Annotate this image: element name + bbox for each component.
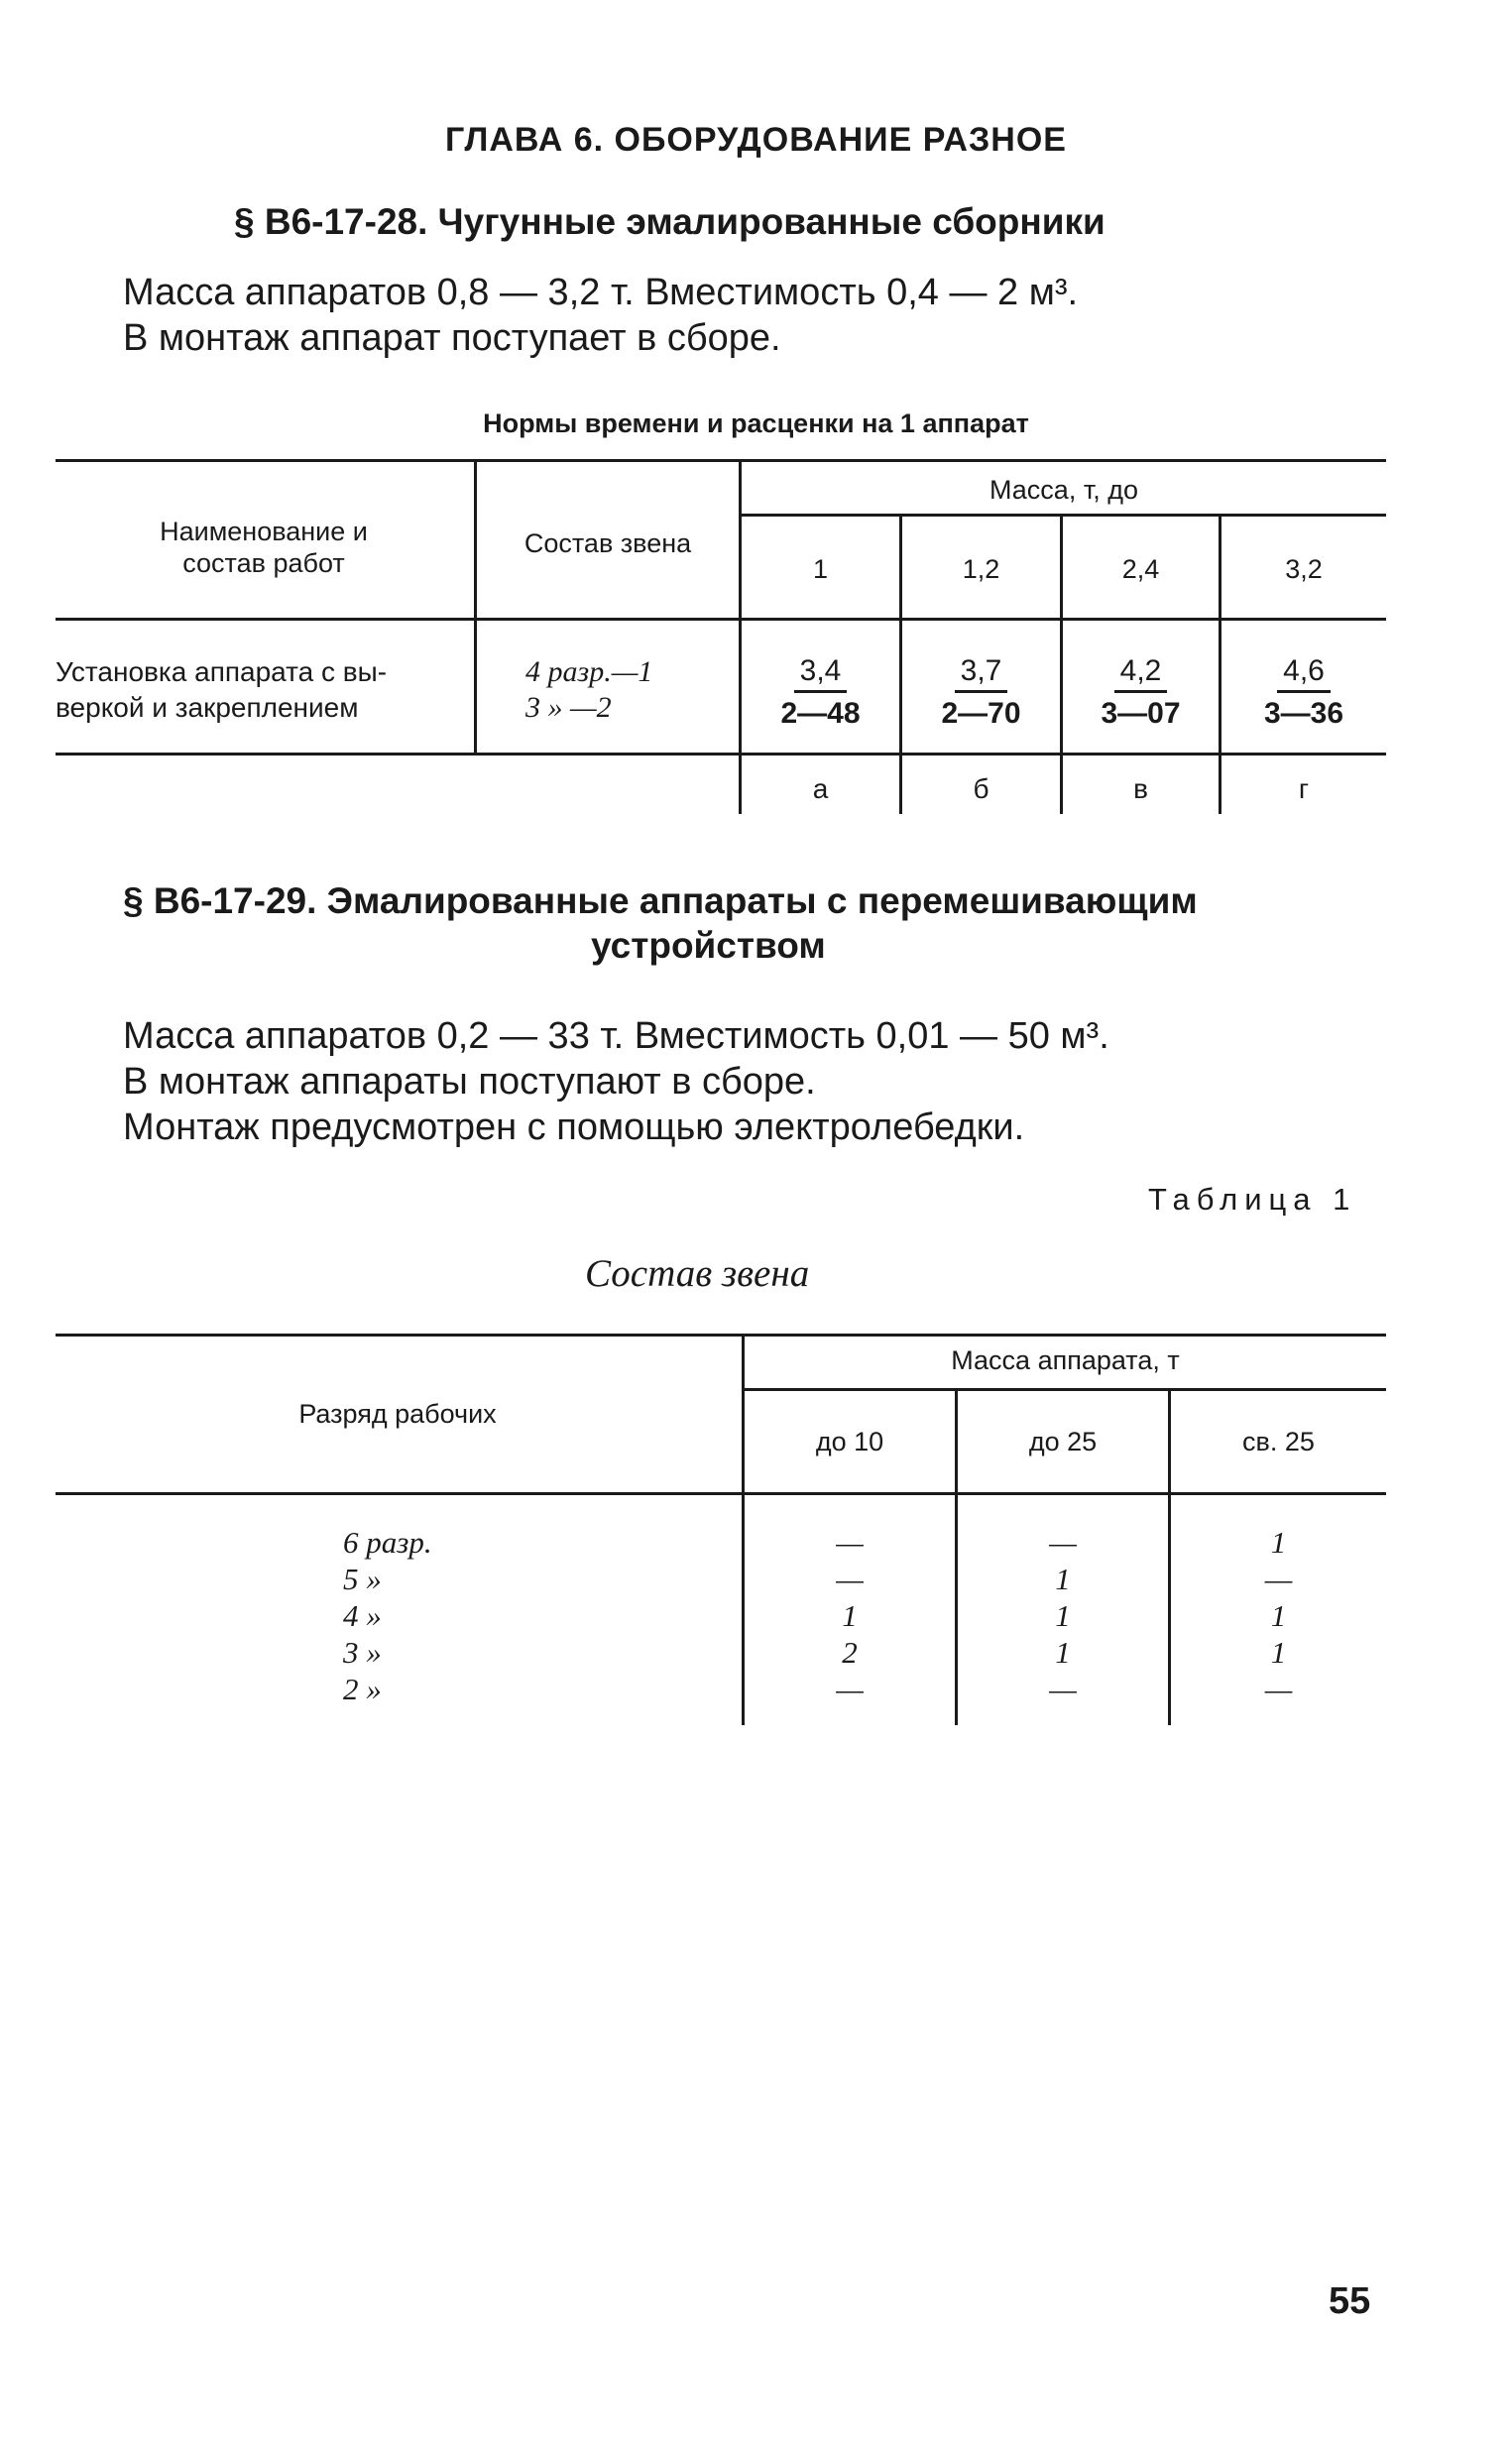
count-cell: —	[1264, 1562, 1293, 1596]
page-number: 55	[1329, 2280, 1371, 2322]
table-2-mass-col: до 10	[815, 1427, 884, 1456]
table-2-mass-header: Масса аппарата, т	[951, 1345, 1180, 1375]
row-name-line: веркой и закреплением	[56, 692, 359, 723]
grade-item: 3 »	[343, 1635, 382, 1670]
table-2-grade-list	[343, 1524, 432, 1707]
section-1-line-1: Масса аппаратов 0,8 — 3,2 т. Вместимость 0,4 — 2 м³.	[123, 272, 1079, 313]
chapter-title: ГЛАВА 6. ОБОРУДОВАНИЕ РАЗНОЕ	[445, 121, 1067, 159]
grade-item: 5 »	[343, 1562, 382, 1596]
count-cell: —	[1049, 1672, 1077, 1706]
price-value: 2—70	[941, 697, 1021, 730]
table-2-grade-header: Разряд рабочих	[298, 1399, 497, 1429]
table-1-norm-cell	[902, 654, 1060, 731]
table-1-mass-col: 1,2	[962, 554, 1000, 584]
grade-item: 2 »	[343, 1672, 382, 1706]
count-cell: 1	[842, 1598, 858, 1633]
table-label: Таблица 1	[1148, 1182, 1357, 1217]
table-2-col-2	[958, 1524, 1168, 1707]
count-cell: —	[1264, 1672, 1293, 1706]
price-value: 3—07	[1101, 697, 1181, 730]
table-1-row-name	[56, 654, 387, 726]
table-1-crew-header: Состав звена	[523, 528, 692, 558]
table-2-title: Состав звена	[585, 1252, 810, 1295]
table-1-norm-cell	[1221, 654, 1386, 731]
header-line: состав работ	[182, 548, 345, 578]
count-cell: 1	[1270, 1598, 1287, 1633]
count-cell: 1	[1055, 1562, 1071, 1596]
table-1-name-header	[56, 516, 472, 579]
table-1-header-rule	[56, 618, 1386, 621]
count-cell: 1	[1055, 1598, 1071, 1633]
table-1-col-letter: в	[1133, 773, 1148, 804]
table-1-row-crew	[525, 654, 652, 726]
section-2-title-cont: устройством	[591, 925, 826, 966]
section-2-title: § В6-17-29. Эмалированные аппараты с перемешивающим	[123, 880, 1198, 921]
count-cell: —	[836, 1562, 864, 1596]
table-2-mass-rule	[744, 1388, 1386, 1391]
section-1-line-2: В монтаж аппарат поступает в сборе.	[123, 317, 781, 359]
table-1-col-letter: а	[812, 773, 829, 804]
table-1-col-letter: г	[1298, 773, 1310, 804]
count-cell: 1	[1270, 1525, 1287, 1560]
table-1-mass-rule	[742, 514, 1386, 517]
table-1-caption: Нормы времени и расценки на 1 аппарат	[483, 408, 1029, 438]
table-1-mass-header: Масса, т, до	[989, 475, 1138, 505]
section-1-title: § В6-17-28. Чугунные эмалированные сборники	[234, 201, 1105, 242]
crew-line: 3 » —2	[525, 691, 612, 724]
section-2-line-3: Монтаж предусмотрен с помощью электролебедки.	[123, 1106, 1025, 1148]
header-line: Наименование и	[160, 517, 368, 546]
table-1-norm-cell	[742, 654, 899, 731]
table-1-mass-col: 3,2	[1285, 554, 1323, 584]
table-1-top-rule	[56, 459, 1386, 462]
table-1-divider	[739, 459, 742, 814]
grade-item: 6 разр.	[343, 1525, 432, 1560]
count-cell: —	[836, 1525, 864, 1560]
table-2-mass-col: св. 25	[1242, 1427, 1315, 1456]
section-2-line-1: Масса аппаратов 0,2 — 33 т. Вместимость 0,01 — 50 м³.	[123, 1015, 1109, 1057]
grade-item: 4 »	[343, 1598, 382, 1633]
count-cell: —	[1049, 1525, 1077, 1560]
table-1-mass-col: 1	[812, 554, 829, 584]
norm-value: 3,7	[955, 654, 1008, 693]
norm-value: 3,4	[794, 654, 848, 693]
crew-line: 4 разр.—1	[525, 655, 653, 688]
table-2-header-rule	[56, 1492, 1386, 1495]
table-1-col-letter: б	[973, 773, 989, 804]
table-1-divider	[474, 459, 477, 755]
table-2-col-3	[1171, 1524, 1386, 1707]
price-value: 2—48	[780, 697, 861, 730]
table-1-norm-cell	[1063, 654, 1219, 731]
count-cell: 1	[1055, 1635, 1071, 1670]
table-1-mass-col: 2,4	[1121, 554, 1160, 584]
table-1-bottom-rule	[56, 753, 1386, 756]
table-2-mass-col: до 25	[1028, 1427, 1098, 1456]
count-cell: 2	[842, 1635, 858, 1670]
norm-value: 4,6	[1277, 654, 1331, 693]
row-name-line: Установка аппарата с вы-	[56, 656, 388, 687]
table-2-top-rule	[56, 1334, 1386, 1337]
section-2-line-2: В монтаж аппараты поступают в сборе.	[123, 1061, 816, 1103]
norm-value: 4,2	[1114, 654, 1168, 693]
table-2-col-1	[745, 1524, 955, 1707]
count-cell: —	[836, 1672, 864, 1706]
count-cell: 1	[1270, 1635, 1287, 1670]
price-value: 3—36	[1263, 697, 1344, 730]
